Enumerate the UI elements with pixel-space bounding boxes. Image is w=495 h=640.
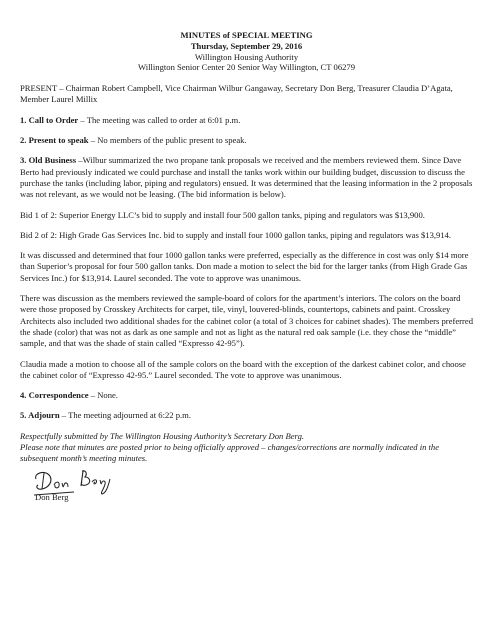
signer-name: Don Berg xyxy=(35,491,69,502)
correspondence-label: 4. Correspondence xyxy=(20,390,89,401)
submission-note xyxy=(20,431,473,465)
old-business-item xyxy=(20,155,473,200)
call-to-order-item xyxy=(20,115,473,126)
attendees-paragraph: PRESENT – Chairman Robert Campbell, Vice Chairman Wilbur Gangaway, Secretary Don Berg, Treasurer Claudia D’Agata, Member Laurel Millix xyxy=(20,83,453,105)
colors-discussion-paragraph: There was discussion as the members reviewed the sample-board of colors for the apartment’s interiors. The colors on the board were those proposed by Crosskey Architects for carpet, tile, vinyl, louvered-blinds, countertops, cabinets and paint. Crosskey Architects also included two additional shades for the cabinet color (a total of 3 choices for cabinet shades). The members preferred the shade (color) that was not as dark as one sample and not as light as the natural red oak sample (i.e. they chose the “middle” sample, and that was the shade of stain called “Expresso 42-95”). xyxy=(20,293,473,349)
old-business-label: 3. Old Business xyxy=(20,155,77,166)
colors-motion-paragraph: Claudia made a motion to choose all of the sample colors on the board with the exception of the darkest cabinet color, and choose the cabinet color of “Expresso 42-95.” Laurel seconded. The vote to approve was unanimous. xyxy=(20,358,466,380)
adjourn-label: 5. Adjourn xyxy=(20,410,60,421)
bid-1-paragraph: Bid 1 of 2: Superior Energy LLC’s bid to supply and install four 500 gallon tanks, piping and regulators was $13,900. xyxy=(20,209,425,220)
signature-block xyxy=(20,465,473,505)
bid-decision-paragraph: It was discussed and determined that four 1000 gallon tanks were preferred, especially as the difference in cost was only $14 more than Superior’s proposal for four 500 gallon tanks. Don made a motion to select the bid for the larger tanks (from High Grade Gas Services Inc.) for $13,914. Laurel seconded. The vote to approve was unanimous. xyxy=(20,250,469,283)
old-business-text: –Wilbur summarized the two propane tank proposals we received and the members reviewed them. Since Dave Berto had previously indicated we could purchase and install the tanks work within our building budget, discussion to discuss the purchase the tanks (including labor, piping and regulators) ensued. It was determined that the leasing information in the 2 proposals was not relevant, as we would not be leasing. (The bid information is below). xyxy=(20,155,473,200)
correspondence-item xyxy=(20,390,473,401)
present-to-speak-label: 2. Present to speak xyxy=(20,135,89,146)
approval-notice: Please note that minutes are posted prior to being officially approved – changes/corrections are normally indicated in the subsequent month’s meeting minutes. xyxy=(20,442,440,464)
adjourn-item xyxy=(20,410,473,421)
call-to-order-label: 1. Call to Order xyxy=(20,114,79,125)
document-header xyxy=(20,30,473,73)
submitted-by-line: Respectfully submitted by The Willington Housing Authority’s Secretary Don Berg. xyxy=(20,430,305,441)
meeting-date: Thursday, September 29, 2016 xyxy=(190,40,303,51)
meeting-location: Willington Senior Center 20 Senior Way Willington, CT 06279 xyxy=(137,62,356,73)
call-to-order-text: – The meeting was called to order at 6:01 p.m. xyxy=(78,114,241,125)
organization-name: Willington Housing Authority xyxy=(194,51,299,62)
correspondence-text: – None. xyxy=(88,390,118,401)
document-title: MINUTES of SPECIAL MEETING xyxy=(180,30,313,40)
adjourn-text: – The meeting adjourned at 6:22 p.m. xyxy=(59,410,191,421)
present-to-speak-text: – No members of the public present to speak. xyxy=(88,135,247,146)
bid-2-paragraph: Bid 2 of 2: High Grade Gas Services Inc. bid to supply and install four 1000 gallon tanks, piping and regulators was $13,914. xyxy=(20,229,452,240)
present-to-speak-item xyxy=(20,135,473,146)
